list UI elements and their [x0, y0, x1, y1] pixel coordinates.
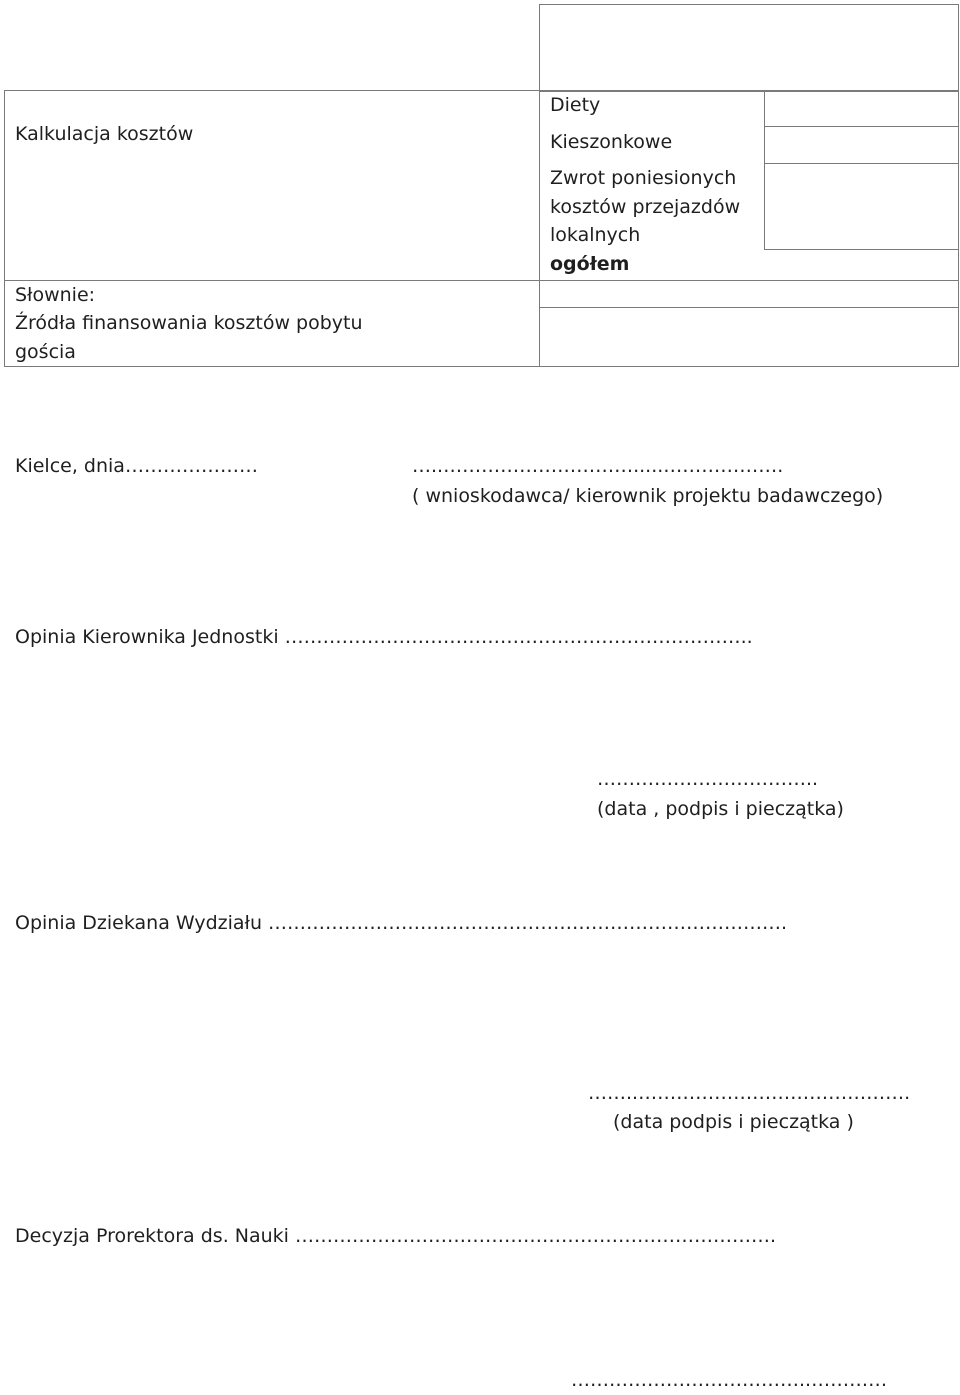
row-label-zwrot-line3: lokalnych [550, 224, 641, 246]
opinia-kierownika-signature-dots: …………………………….. [597, 768, 819, 790]
row-label-zwrot-line2: kosztów przejazdów [550, 196, 741, 218]
decyzja-prorektora-label: Decyzja Prorektora ds. Nauki …………………………………………………………………. [15, 1225, 777, 1247]
slownie-label: Słownie: [15, 284, 96, 306]
opinia-dziekana-signature-caption: (data podpis i pieczątka ) [613, 1111, 854, 1133]
row-label-kieszonkowe: Kieszonkowe [550, 131, 673, 153]
applicant-signature-caption: ( wnioskodawca/ kierownik projektu badawczego) [412, 485, 884, 507]
top-right-empty-cell [539, 4, 959, 92]
opinia-dziekana-signature-dots: ……..……………………………………. [588, 1082, 911, 1104]
row-label-zwrot: Zwrot poniesionych [550, 167, 737, 189]
decyzja-signature-dots: ………………………………..………… [571, 1369, 888, 1391]
zrodla-finansowania-label: Źródła finansowania kosztów pobytu [15, 312, 363, 334]
row-label-diety: Diety [550, 94, 601, 116]
applicant-signature-dots: …..………………………….....………………. [412, 455, 784, 477]
zrodla-finansowania-label-cont: gościa [15, 341, 76, 363]
kalkulacja-kosztow-label: Kalkulacja kosztów [15, 123, 194, 145]
opinia-dziekana-label: Opinia Dziekana Wydziału ………………………………………………………………………. [15, 912, 788, 934]
place-date-line: Kielce, dnia………………… [15, 455, 258, 477]
row-label-ogolem: ogółem [550, 253, 630, 275]
opinia-kierownika-label: Opinia Kierownika Jednostki ……………………………………………………………….. [15, 626, 753, 648]
opinia-kierownika-signature-caption: (data , podpis i pieczątka) [597, 798, 844, 820]
